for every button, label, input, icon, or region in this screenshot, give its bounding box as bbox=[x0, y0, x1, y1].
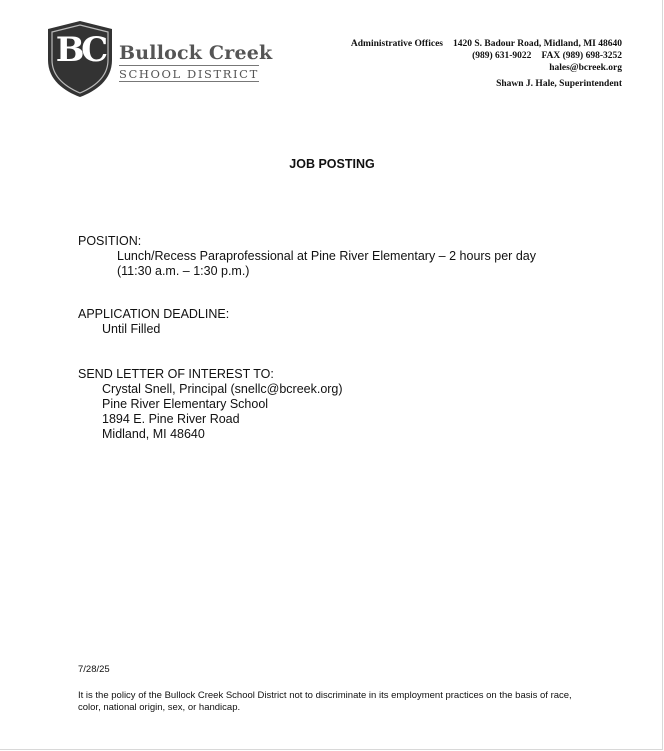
office-fax: FAX (989) 698-3252 bbox=[541, 51, 622, 61]
district-name: Bullock Creek bbox=[119, 42, 273, 64]
deadline-label: APPLICATION DEADLINE: bbox=[78, 307, 230, 321]
contact-name: Crystal Snell, Principal (snellc@bcreek.org) bbox=[102, 382, 343, 396]
send-to-label: SEND LETTER OF INTEREST TO: bbox=[78, 367, 274, 381]
position-label: POSITION: bbox=[78, 234, 142, 248]
office-label: Administrative Offices bbox=[350, 39, 443, 49]
letterhead bbox=[351, 38, 622, 90]
district-subtitle: SCHOOL DISTRICT bbox=[119, 67, 259, 81]
page-title: JOB POSTING bbox=[289, 157, 375, 171]
nondiscrimination-policy: It is the policy of the Bullock Creek School District not to discriminate in its employment practices on the basis of race, color, national origin, sex, or handicap. bbox=[78, 690, 572, 713]
district-logo bbox=[46, 20, 273, 100]
superintendent: Shawn J. Hale, Superintendent bbox=[496, 79, 622, 89]
office-phone: (989) 631-9022 bbox=[472, 51, 532, 61]
office-address: 1420 S. Badour Road, Midland, MI 48640 bbox=[452, 39, 622, 49]
posting-date: 7/28/25 bbox=[78, 664, 110, 675]
position-description: Lunch/Recess Paraprofessional at Pine River Elementary – 2 hours per day bbox=[117, 249, 536, 263]
position-hours: (11:30 a.m. – 1:30 p.m.) bbox=[117, 264, 250, 278]
logo-divider bbox=[119, 65, 259, 66]
office-email: hales@bcreek.org bbox=[549, 63, 622, 73]
logo-letters: BC bbox=[55, 30, 105, 70]
contact-school: Pine River Elementary School bbox=[102, 397, 269, 411]
contact-street: 1894 E. Pine River Road bbox=[102, 412, 240, 426]
phone-line bbox=[351, 50, 622, 62]
logo-divider-bottom bbox=[119, 81, 259, 82]
contact-city: Midland, MI 48640 bbox=[102, 427, 205, 441]
deadline-value: Until Filled bbox=[102, 322, 161, 336]
office-address-line bbox=[351, 38, 622, 50]
